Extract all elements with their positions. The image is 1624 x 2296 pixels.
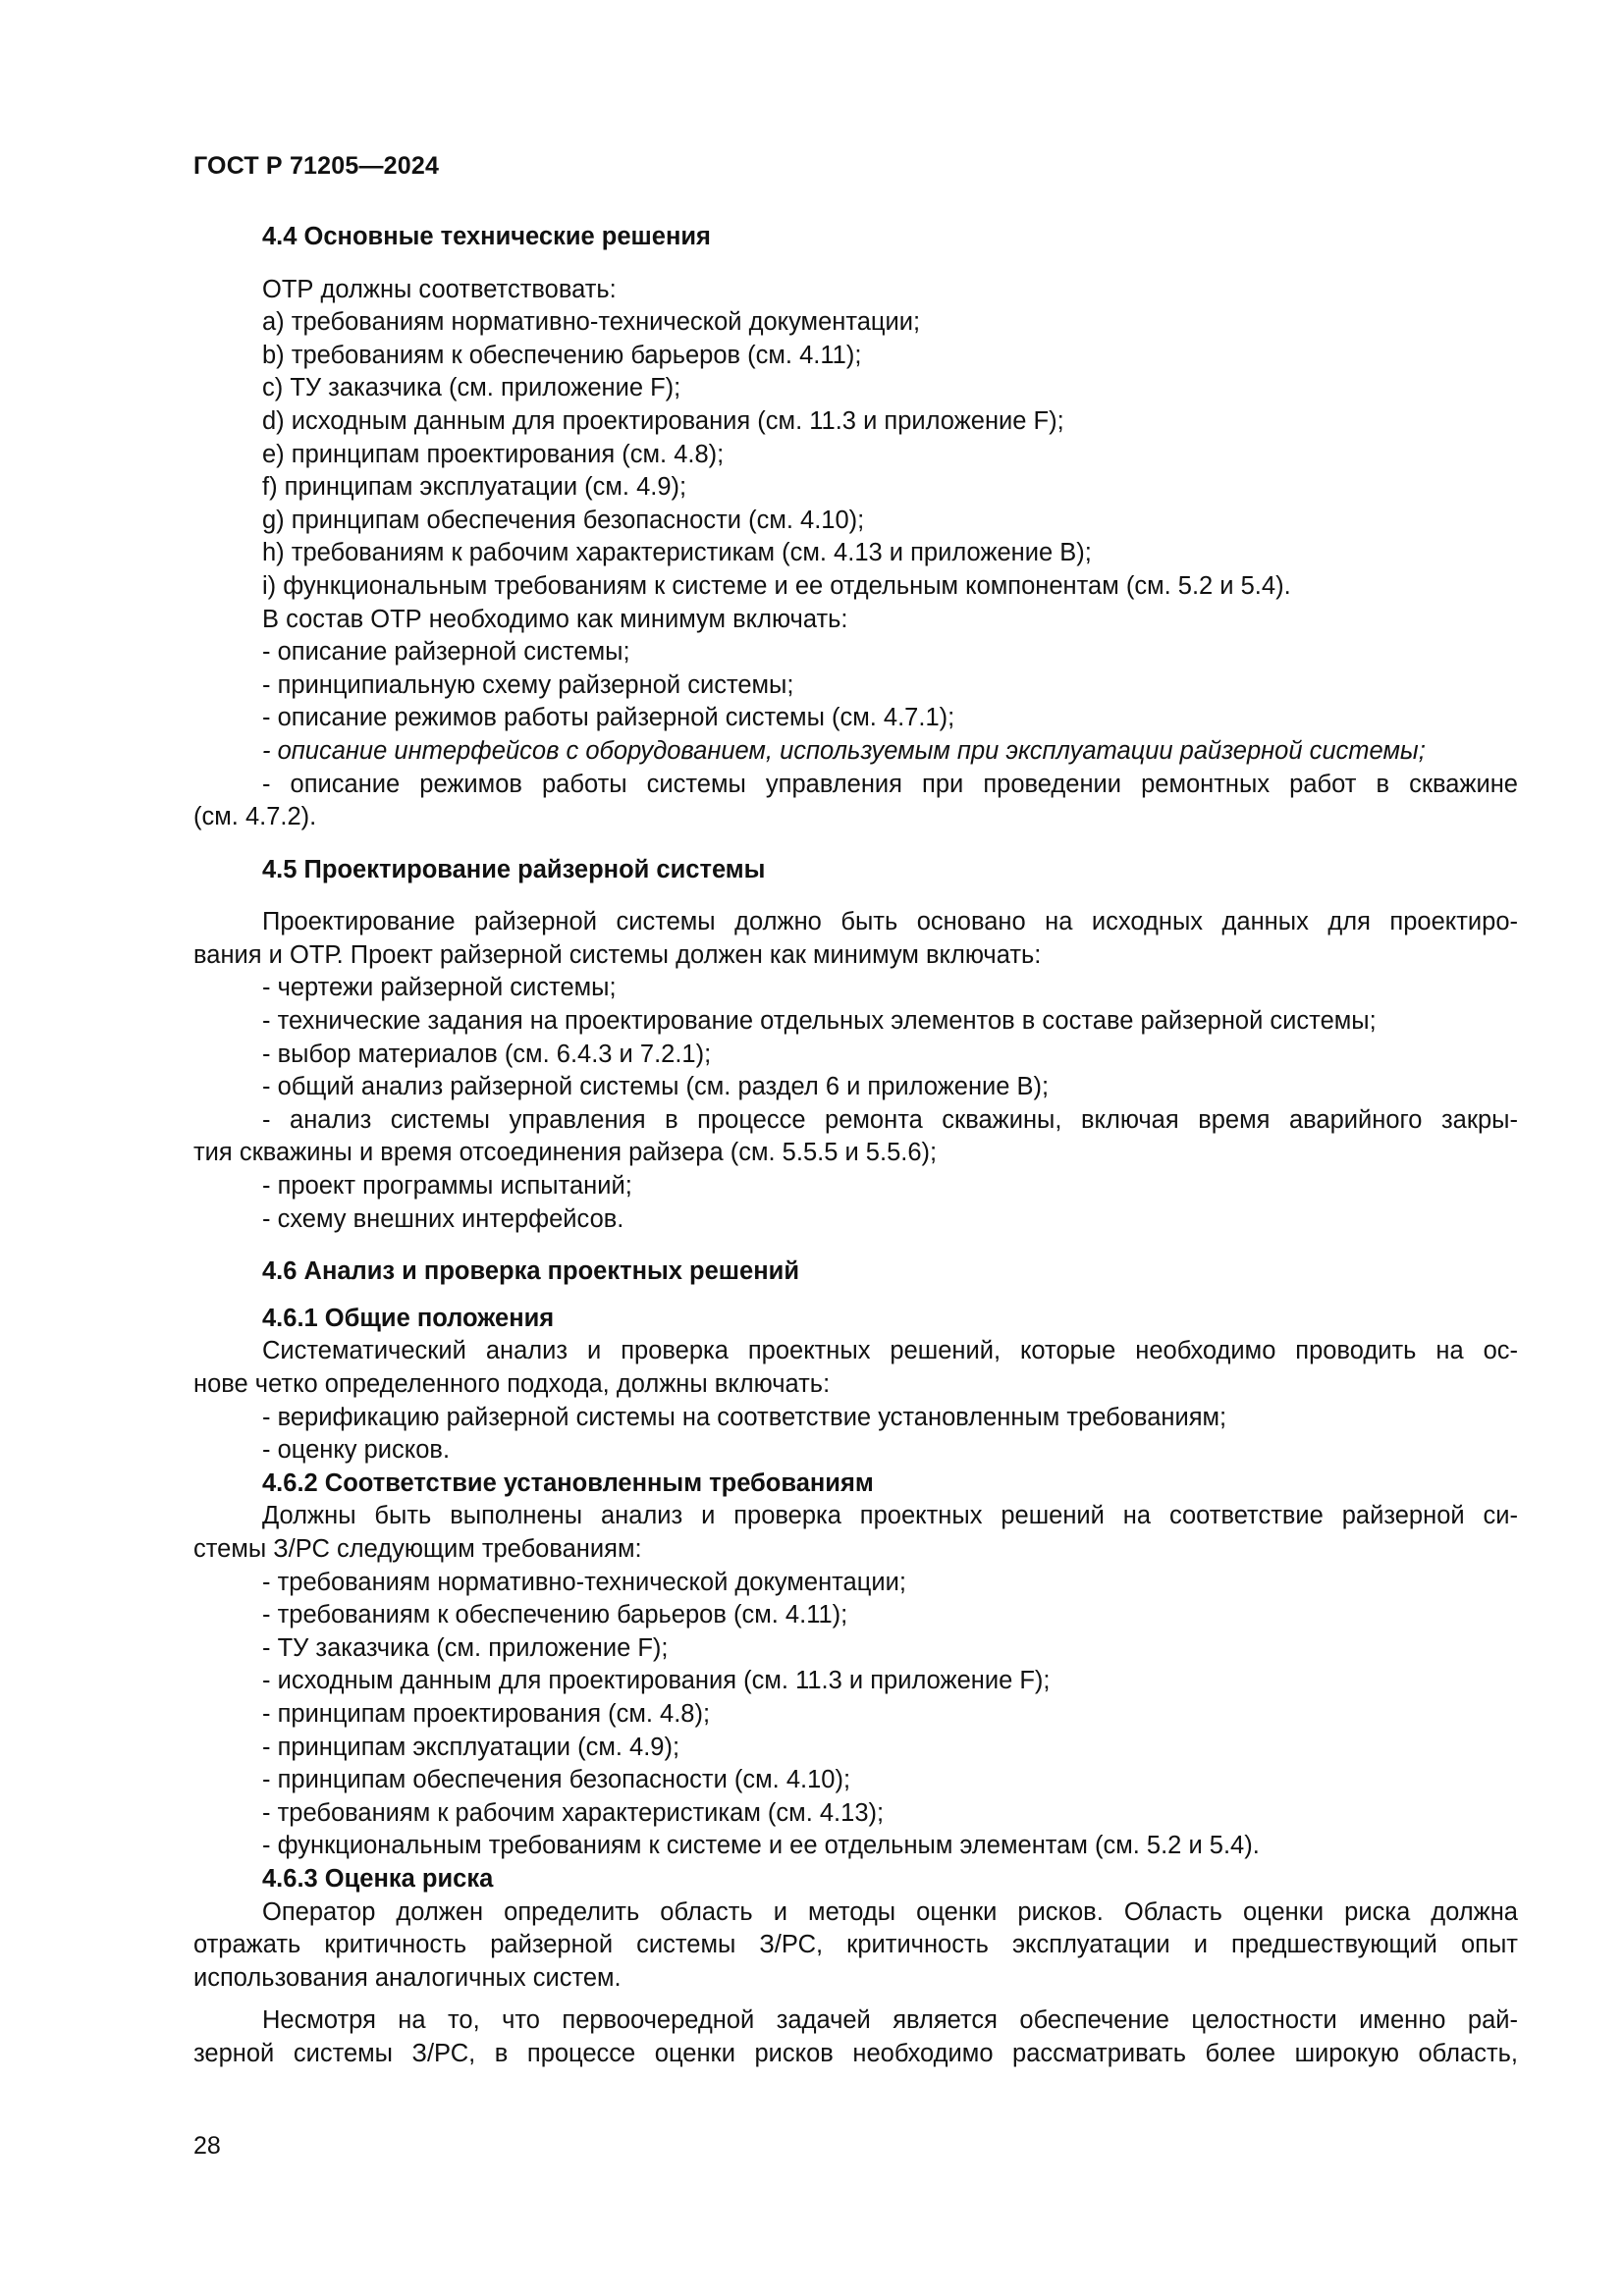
list-item: - принципам проектирования (см. 4.8); (262, 1699, 711, 1728)
list-item: - чертежи райзерной системы; (262, 974, 617, 1002)
paragraph-continuation: стемы З/РС следующим требованиям: (193, 1534, 642, 1563)
list-item: - требованиям к рабочим характеристикам (см. 4.13); (262, 1798, 885, 1827)
paragraph: В состав ОТР необходимо как минимум включать: (262, 605, 848, 633)
list-item: - принципиальную схему райзерной системы; (262, 670, 794, 699)
list-item: - принципам обеспечения безопасности (см. 4.10); (262, 1766, 851, 1794)
paragraph-continuation: отражать критичность райзерной системы З/РС, критичность эксплуатации и предшествующий опыт (193, 1931, 1518, 1959)
section-heading-4-4: 4.4 Основные технические решения (262, 223, 711, 250)
list-item: a) требованиям нормативно-технической документации; (262, 308, 921, 337)
list-item: - описание режимов работы райзерной системы (см. 4.7.1); (262, 704, 955, 732)
list-item: - исходным данным для проектирования (см. 11.3 и приложение F); (262, 1667, 1051, 1695)
paragraph: Проектирование райзерной системы должно быть основано на исходных данных для проектиро- (262, 908, 1518, 936)
paragraph: Несмотря на то, что первоочередной задачей является обеспечение целостности именно рай- (262, 2006, 1518, 2035)
subsection-heading-4-6-1: 4.6.1 Общие положения (262, 1304, 555, 1332)
list-item: d) исходным данным для проектирования (см. 11.3 и приложение F); (262, 406, 1064, 435)
paragraph-continuation: нове четко определенного подхода, должны включать: (193, 1370, 831, 1398)
paragraph-continuation: вания и ОТР. Проект райзерной системы должен как минимум включать: (193, 940, 1042, 969)
list-item: - анализ системы управления в процессе ремонта скважины, включая время аварийного закры- (262, 1105, 1518, 1134)
paragraph: Систематический анализ и проверка проектных решений, которые необходимо проводить на ос- (262, 1337, 1518, 1365)
list-item: - требованиям к обеспечению барьеров (см. 4.11); (262, 1601, 848, 1629)
list-item: - принципам эксплуатации (см. 4.9); (262, 1733, 680, 1761)
list-item: b) требованиям к обеспечению барьеров (см. 4.11); (262, 341, 862, 369)
list-item: - схему внешних интерфейсов. (262, 1204, 624, 1233)
list-item: - описание интерфейсов с оборудованием, используемым при эксплуатации райзерной системы; (262, 736, 1426, 765)
paragraph: ОТР должны соответствовать: (262, 275, 617, 303)
list-item: f) принципам эксплуатации (см. 4.9); (262, 473, 687, 502)
list-item: g) принципам обеспечения безопасности (см. 4.10); (262, 506, 865, 534)
section-heading-4-6: 4.6 Анализ и проверка проектных решений (262, 1257, 799, 1286)
list-item: - верификацию райзерной системы на соответствие установленным требованиям; (262, 1403, 1227, 1431)
list-item: - описание райзерной системы; (262, 638, 630, 667)
paragraph-continuation: зерной системы З/РС, в процессе оценки рисков необходимо рассматривать более широкую область, (193, 2039, 1518, 2067)
list-item: - технические задания на проектирование отдельных элементов в составе райзерной системы; (262, 1007, 1377, 1036)
list-item: h) требованиям к рабочим характеристикам (см. 4.13 и приложение В); (262, 539, 1092, 567)
paragraph-continuation: использования аналогичных систем. (193, 1963, 622, 1992)
list-item: e) принципам проектирования (см. 4.8); (262, 440, 725, 468)
list-item: - оценку рисков. (262, 1436, 451, 1465)
paragraph: Должны быть выполнены анализ и проверка проектных решений на соответствие райзерной си- (262, 1502, 1518, 1530)
section-heading-4-5: 4.5 Проектирование райзерной системы (262, 855, 766, 883)
paragraph: Оператор должен определить область и методы оценки рисков. Область оценки риска должна (262, 1897, 1518, 1926)
subsection-heading-4-6-2: 4.6.2 Соответствие установленным требованиям (262, 1468, 874, 1497)
list-item: c) ТУ заказчика (см. приложение F); (262, 374, 681, 402)
list-item: - описание режимов работы системы управления при проведении ремонтных работ в скважине (262, 770, 1518, 798)
list-item: - выбор материалов (см. 6.4.3 и 7.2.1); (262, 1040, 712, 1068)
page-number: 28 (193, 2132, 221, 2160)
list-item: - функциональным требованиям к системе и ее отдельным элементам (см. 5.2 и 5.4). (262, 1832, 1260, 1860)
document-body (193, 221, 1518, 2070)
document-header: ГОСТ Р 71205—2024 (193, 152, 440, 180)
list-item-continuation: тия скважины и время отсоединения райзера (см. 5.5.5 и 5.5.6); (193, 1139, 938, 1167)
subsection-heading-4-6-3: 4.6.3 Оценка риска (262, 1864, 494, 1893)
list-item-continuation: (см. 4.7.2). (193, 803, 317, 831)
list-item: - общий анализ райзерной системы (см. раздел 6 и приложение В); (262, 1073, 1050, 1101)
list-item: - требованиям нормативно-технической документации; (262, 1568, 906, 1596)
list-item: - проект программы испытаний; (262, 1172, 632, 1201)
list-item: - ТУ заказчика (см. приложение F); (262, 1633, 669, 1662)
list-item: i) функциональным требованиям к системе и ее отдельным компонентам (см. 5.2 и 5.4). (262, 571, 1291, 600)
